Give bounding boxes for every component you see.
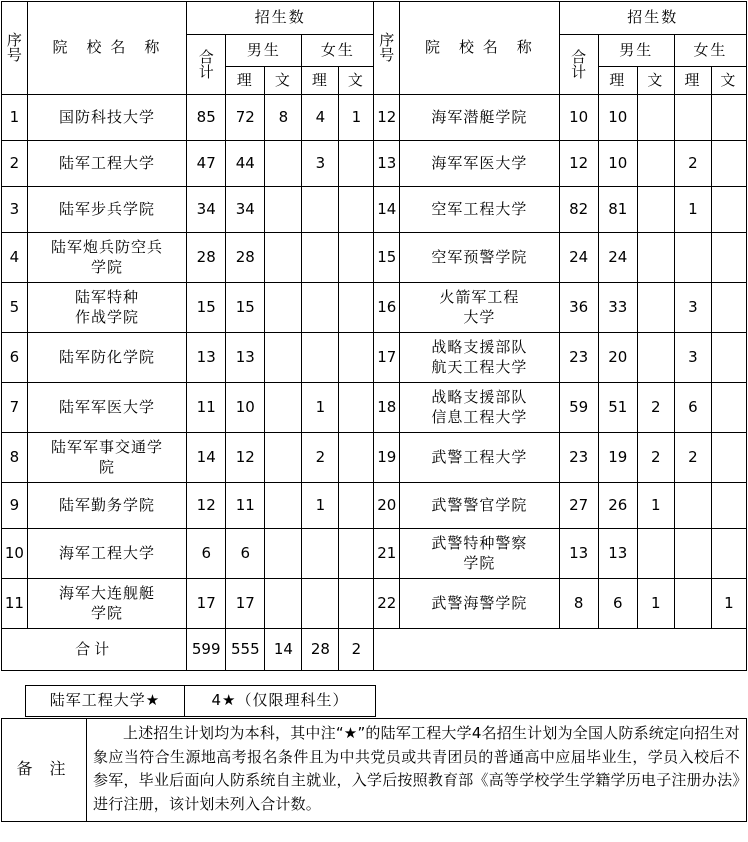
cell-total: 24 (559, 233, 598, 283)
school-name-cell (27, 333, 186, 383)
cell-female-science (674, 233, 711, 283)
school-name-line: 空军预警学院 (431, 247, 528, 266)
school-name-line: 陆军防化学院 (58, 347, 155, 366)
school-name-line: 学院 (90, 257, 123, 276)
row-index: 6 (2, 333, 28, 383)
header-school-right: 院 校 名 称 (400, 2, 559, 95)
cell-female-arts (339, 283, 374, 333)
total-row-male-arts: 14 (265, 629, 302, 671)
header-male-science-left: 理 (226, 67, 265, 95)
star-note-table (25, 685, 376, 717)
table-row (2, 483, 747, 529)
row-index: 16 (374, 283, 400, 333)
school-name-cell (27, 433, 186, 483)
school-name-cell (27, 95, 186, 141)
cell-female-arts (339, 233, 374, 283)
cell-female-science (674, 579, 711, 629)
cell-male-arts (637, 333, 674, 383)
cell-female-science: 2 (302, 433, 339, 483)
cell-male-arts (637, 233, 674, 283)
header-female-left: 女生 (302, 35, 374, 67)
header-enroll-left: 招生数 (187, 2, 374, 35)
cell-male-science: 51 (598, 383, 637, 433)
header-male-arts-left: 文 (265, 67, 302, 95)
cell-male-science: 10 (598, 95, 637, 141)
total-row-female-arts: 2 (339, 629, 374, 671)
school-name-line: 海军军医大学 (431, 153, 528, 172)
table-row (2, 187, 747, 233)
school-name-cell (27, 529, 186, 579)
school-name-cell (400, 383, 559, 433)
cell-male-arts (637, 95, 674, 141)
star-note-value: 4★（仅限理科生） (185, 686, 376, 717)
cell-total: 6 (187, 529, 226, 579)
cell-male-arts: 2 (637, 383, 674, 433)
cell-total: 12 (559, 141, 598, 187)
school-name-cell (27, 383, 186, 433)
cell-total: 12 (187, 483, 226, 529)
cell-total: 23 (559, 433, 598, 483)
cell-male-arts (265, 233, 302, 283)
cell-male-arts (265, 433, 302, 483)
cell-male-science: 10 (226, 383, 265, 433)
cell-male-science: 15 (226, 283, 265, 333)
enrollment-table (1, 1, 747, 671)
cell-total: 59 (559, 383, 598, 433)
cell-female-science: 1 (674, 187, 711, 233)
cell-female-science: 1 (302, 483, 339, 529)
cell-female-science: 2 (674, 141, 711, 187)
row-index: 15 (374, 233, 400, 283)
cell-total: 36 (559, 283, 598, 333)
school-name-cell (27, 579, 186, 629)
cell-female-arts (339, 383, 374, 433)
remarks-body (87, 719, 747, 822)
cell-female-arts (339, 187, 374, 233)
cell-male-arts (637, 141, 674, 187)
table-row (2, 141, 747, 187)
cell-male-science: 20 (598, 333, 637, 383)
cell-female-science (674, 95, 711, 141)
cell-male-arts (265, 141, 302, 187)
cell-female-arts (711, 483, 746, 529)
row-index: 14 (374, 187, 400, 233)
cell-male-science: 13 (598, 529, 637, 579)
cell-male-science: 72 (226, 95, 265, 141)
total-row-female-science: 28 (302, 629, 339, 671)
cell-male-arts (265, 333, 302, 383)
cell-total: 27 (559, 483, 598, 529)
table-row (2, 529, 747, 579)
school-name-line: 火箭军工程 (439, 288, 520, 307)
school-name-cell (27, 187, 186, 233)
header-total-left: 合 计 (187, 35, 226, 95)
table-row (2, 333, 747, 383)
header-female-right: 女生 (674, 35, 746, 67)
school-name-cell (400, 141, 559, 187)
school-name-line: 陆军步兵学院 (58, 199, 155, 218)
cell-total: 11 (187, 383, 226, 433)
cell-female-science: 1 (302, 383, 339, 433)
cell-male-arts (637, 187, 674, 233)
school-name-line: 武警特种警察 (431, 534, 528, 553)
table-row (2, 283, 747, 333)
cell-male-science: 34 (226, 187, 265, 233)
table-footer (2, 629, 747, 671)
school-name-line: 航天工程大学 (431, 357, 528, 376)
cell-female-arts (711, 529, 746, 579)
cell-total: 17 (187, 579, 226, 629)
school-name-cell (27, 141, 186, 187)
table-header (2, 2, 747, 95)
remarks-label: 备 注 (2, 719, 87, 822)
cell-female-arts (711, 383, 746, 433)
header-male-arts-right: 文 (637, 67, 674, 95)
cell-male-arts (265, 283, 302, 333)
school-name-line: 海军潜艇学院 (431, 107, 528, 126)
cell-female-arts: 1 (711, 579, 746, 629)
school-name-line: 陆军工程大学 (58, 153, 155, 172)
school-name-line: 空军工程大学 (431, 199, 528, 218)
cell-male-arts: 8 (265, 95, 302, 141)
cell-female-science (302, 333, 339, 383)
school-name-line: 陆军特种 (74, 288, 139, 307)
school-name-cell (27, 483, 186, 529)
cell-male-science: 6 (598, 579, 637, 629)
cell-total: 28 (187, 233, 226, 283)
star-note-school: 陆军工程大学★ (26, 686, 185, 717)
total-row (2, 629, 747, 671)
school-name-line: 陆军军医大学 (58, 397, 155, 416)
cell-female-science: 4 (302, 95, 339, 141)
cell-male-arts (637, 529, 674, 579)
school-name-line: 陆军军事交通学 (50, 438, 163, 457)
cell-male-arts (265, 529, 302, 579)
school-name-line: 学院 (463, 553, 496, 572)
row-index: 22 (374, 579, 400, 629)
row-index: 10 (2, 529, 28, 579)
cell-total: 82 (559, 187, 598, 233)
cell-female-science (302, 187, 339, 233)
cell-total: 10 (559, 95, 598, 141)
row-index: 1 (2, 95, 28, 141)
table-body (2, 95, 747, 629)
total-row-male-science: 555 (226, 629, 265, 671)
cell-total: 15 (187, 283, 226, 333)
cell-male-arts (265, 383, 302, 433)
cell-male-science: 26 (598, 483, 637, 529)
cell-female-arts: 1 (339, 95, 374, 141)
school-name-line: 海军大连舰艇 (58, 584, 155, 603)
school-name-line: 信息工程大学 (431, 407, 528, 426)
school-name-cell (27, 283, 186, 333)
cell-female-science: 3 (674, 283, 711, 333)
row-index: 4 (2, 233, 28, 283)
header-male-right: 男生 (598, 35, 674, 67)
cell-male-arts (265, 187, 302, 233)
row-index: 11 (2, 579, 28, 629)
cell-total: 8 (559, 579, 598, 629)
cell-female-arts (339, 529, 374, 579)
cell-male-science: 6 (226, 529, 265, 579)
cell-male-science: 33 (598, 283, 637, 333)
school-name-cell (400, 579, 559, 629)
school-name-line: 院 (98, 457, 115, 476)
header-index-right: 序 号 (374, 2, 400, 95)
cell-male-arts (265, 483, 302, 529)
row-index: 7 (2, 383, 28, 433)
cell-female-science: 3 (302, 141, 339, 187)
cell-male-science: 44 (226, 141, 265, 187)
total-row-blank (374, 629, 747, 671)
school-name-cell (400, 483, 559, 529)
cell-female-arts (711, 233, 746, 283)
cell-male-arts (637, 283, 674, 333)
table-row (2, 579, 747, 629)
cell-female-science (302, 233, 339, 283)
row-index: 2 (2, 141, 28, 187)
school-name-line: 学院 (90, 603, 123, 622)
total-row-label: 合计 (2, 629, 187, 671)
remarks-text: 上述招生计划均为本科，其中注“★”的陆军工程大学4名招生计划为全国人防系统定向招生对象应当符合生源地高考报名条件且为中共党员或共青团员的普通高中应届毕业生，学员入校后不参军，毕业后面向人防系统自主就业，入学后按照教育部《高等学校学生学籍学历电子注册办法》进行注册，该计划未列入合计数。 (93, 724, 740, 814)
cell-total: 34 (187, 187, 226, 233)
header-male-science-right: 理 (598, 67, 637, 95)
row-index: 19 (374, 433, 400, 483)
cell-female-science (674, 529, 711, 579)
remarks-table (1, 718, 747, 822)
cell-male-arts: 2 (637, 433, 674, 483)
school-name-cell (400, 333, 559, 383)
school-name-line: 战略支援部队 (431, 338, 528, 357)
table-row (2, 383, 747, 433)
school-name-line: 海军工程大学 (58, 543, 155, 562)
cell-female-arts (339, 141, 374, 187)
cell-male-arts: 1 (637, 579, 674, 629)
school-name-cell (27, 233, 186, 283)
header-male-left: 男生 (226, 35, 302, 67)
school-name-line: 陆军炮兵防空兵 (50, 238, 163, 257)
school-name-cell (400, 95, 559, 141)
cell-male-science: 24 (598, 233, 637, 283)
table-row (2, 433, 747, 483)
cell-female-science (674, 483, 711, 529)
row-index: 12 (374, 95, 400, 141)
cell-total: 47 (187, 141, 226, 187)
cell-female-arts (711, 141, 746, 187)
header-index-left: 序 号 (2, 2, 28, 95)
header-school-left: 院 校 名 称 (27, 2, 186, 95)
remarks-row (2, 719, 747, 822)
row-index: 17 (374, 333, 400, 383)
school-name-cell (400, 233, 559, 283)
cell-female-science (302, 283, 339, 333)
row-index: 3 (2, 187, 28, 233)
cell-female-arts (339, 483, 374, 529)
school-name-line: 武警工程大学 (431, 447, 528, 466)
cell-female-arts (711, 95, 746, 141)
school-name-line: 国防科技大学 (58, 107, 155, 126)
row-index: 13 (374, 141, 400, 187)
table-row (2, 233, 747, 283)
cell-female-arts (339, 579, 374, 629)
cell-female-science: 2 (674, 433, 711, 483)
header-female-arts-left: 文 (339, 67, 374, 95)
header-female-science-left: 理 (302, 67, 339, 95)
cell-female-arts (339, 433, 374, 483)
school-name-line: 武警海警学院 (431, 593, 528, 612)
row-index: 18 (374, 383, 400, 433)
cell-female-arts (711, 283, 746, 333)
total-row-total: 599 (187, 629, 226, 671)
school-name-line: 作战学院 (74, 307, 139, 326)
school-name-cell (400, 283, 559, 333)
school-name-cell (400, 433, 559, 483)
cell-total: 14 (187, 433, 226, 483)
cell-male-science: 10 (598, 141, 637, 187)
header-female-arts-right: 文 (711, 67, 746, 95)
row-index: 5 (2, 283, 28, 333)
cell-total: 13 (187, 333, 226, 383)
school-name-line: 战略支援部队 (431, 388, 528, 407)
cell-female-arts (711, 333, 746, 383)
cell-male-science: 81 (598, 187, 637, 233)
cell-male-science: 13 (226, 333, 265, 383)
header-female-science-right: 理 (674, 67, 711, 95)
cell-male-science: 19 (598, 433, 637, 483)
header-total-right: 合 计 (559, 35, 598, 95)
cell-female-science (302, 579, 339, 629)
cell-male-arts (265, 579, 302, 629)
table-row (2, 95, 747, 141)
cell-male-science: 11 (226, 483, 265, 529)
cell-male-science: 17 (226, 579, 265, 629)
cell-female-science: 6 (674, 383, 711, 433)
cell-female-arts (339, 333, 374, 383)
cell-total: 23 (559, 333, 598, 383)
cell-female-arts (711, 433, 746, 483)
cell-male-science: 28 (226, 233, 265, 283)
cell-male-arts: 1 (637, 483, 674, 529)
school-name-line: 武警警官学院 (431, 495, 528, 514)
row-index: 9 (2, 483, 28, 529)
cell-female-science (302, 529, 339, 579)
cell-total: 85 (187, 95, 226, 141)
star-note-row (26, 686, 376, 717)
school-name-line: 陆军勤务学院 (58, 495, 155, 514)
school-name-cell (400, 187, 559, 233)
row-index: 20 (374, 483, 400, 529)
row-index: 8 (2, 433, 28, 483)
cell-total: 13 (559, 529, 598, 579)
cell-female-arts (711, 187, 746, 233)
cell-female-science: 3 (674, 333, 711, 383)
school-name-cell (400, 529, 559, 579)
cell-male-science: 12 (226, 433, 265, 483)
school-name-line: 大学 (463, 307, 496, 326)
row-index: 21 (374, 529, 400, 579)
header-enroll-right: 招生数 (559, 2, 746, 35)
